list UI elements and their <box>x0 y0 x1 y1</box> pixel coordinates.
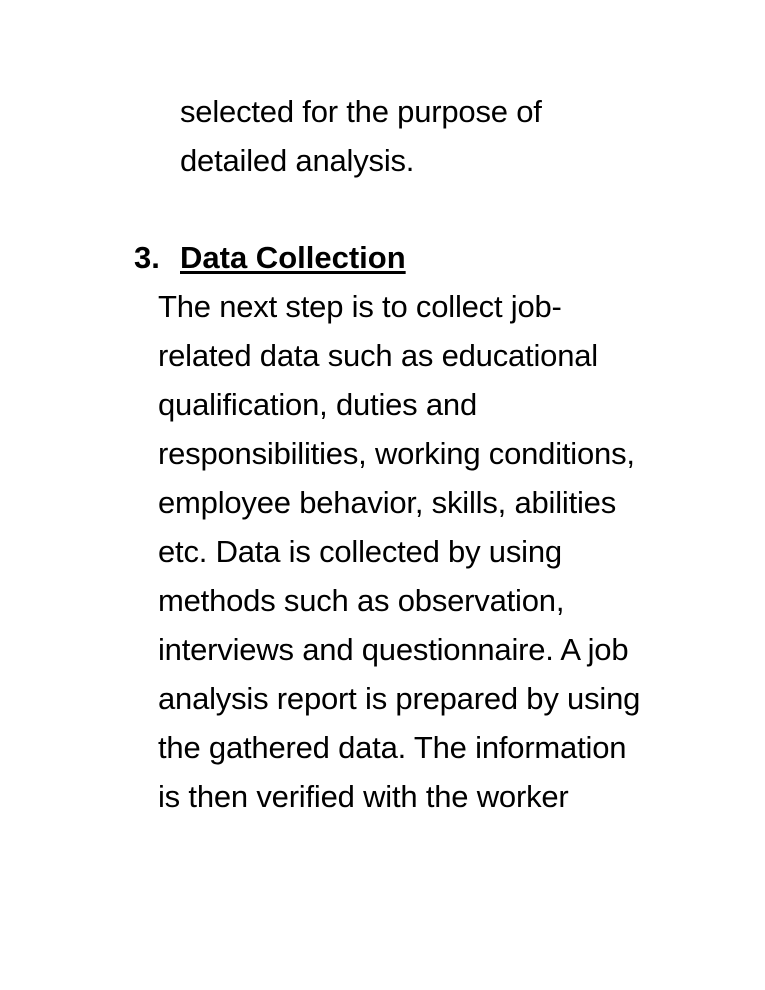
text-line: the gathered data. The information <box>158 730 627 765</box>
text-line: The next step is to collect job- <box>158 289 562 324</box>
text-line: is then verified with the worker <box>158 779 569 814</box>
text-line: related data such as educational <box>158 338 598 373</box>
text-line: etc. Data is collected by using <box>158 534 562 569</box>
text-line: detailed analysis. <box>180 143 415 178</box>
text-line: selected for the purpose of <box>180 94 542 129</box>
section-number: 3. <box>134 240 160 275</box>
text-line: interviews and questionnaire. A job <box>158 632 629 667</box>
text-line: responsibilities, working conditions, <box>158 436 635 471</box>
text-line: analysis report is prepared by using <box>158 681 641 716</box>
section-title: Data Collection <box>180 240 406 275</box>
section-heading <box>134 238 406 278</box>
text-line: employee behavior, skills, abilities <box>158 485 617 520</box>
text-line: methods such as observation, <box>158 583 565 618</box>
text-line: qualification, duties and <box>158 387 478 422</box>
